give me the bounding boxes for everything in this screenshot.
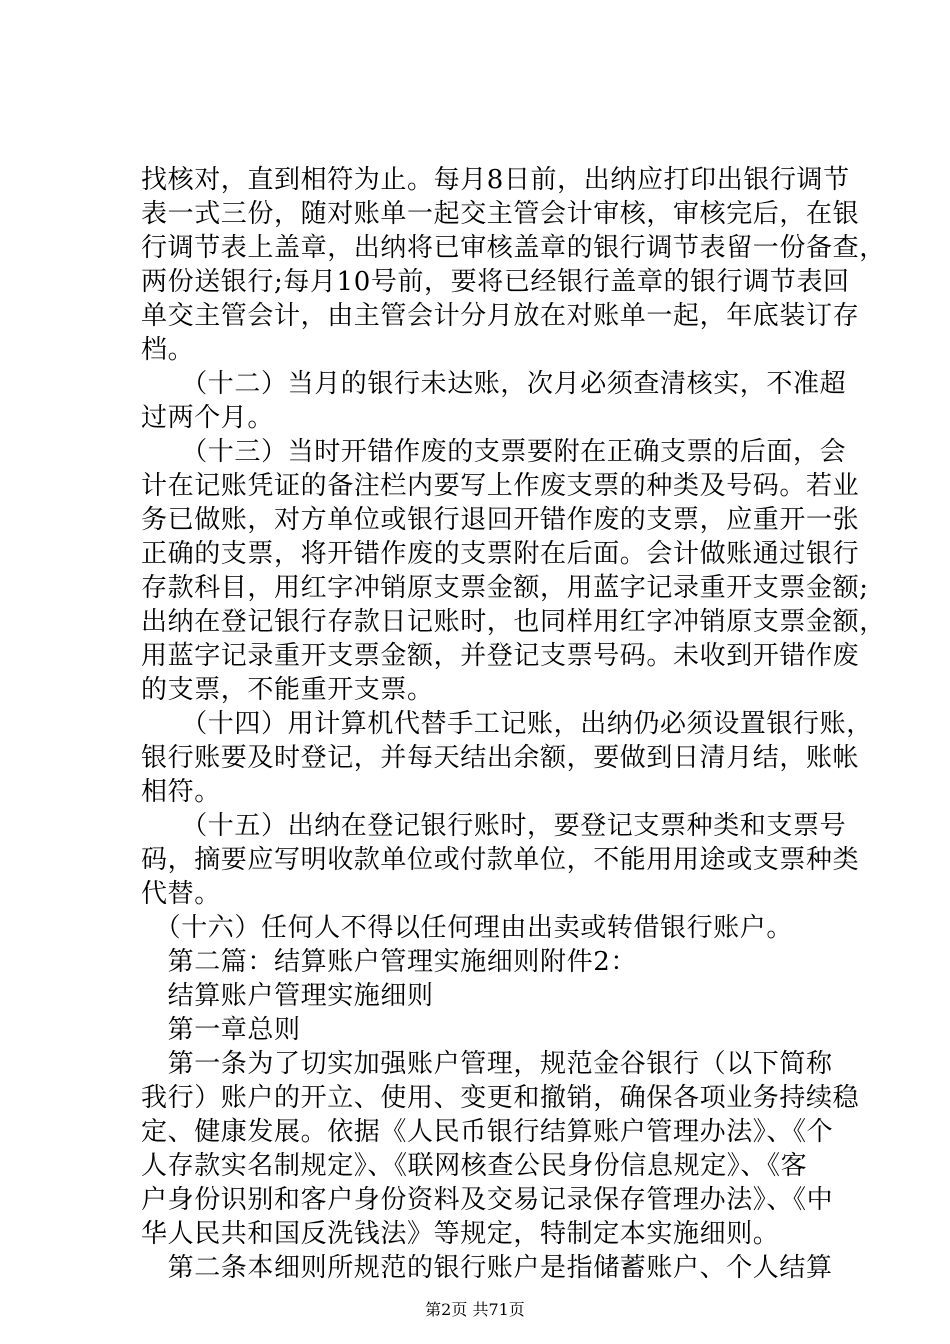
- text-line: 计在记账凭证的备注栏内要写上作废支票的种类及号码。若业: [141, 471, 860, 501]
- text-line: 的支票，不能重开支票。: [141, 675, 434, 705]
- text-line: 档。: [141, 335, 195, 365]
- text-line: （十二）当月的银行未达账，次月必须查清核实，不准超: [141, 369, 847, 399]
- text-line: 银行账要及时登记，并每天结出余额，要做到日清月结，账帐: [141, 743, 860, 773]
- text-line: 我行）账户的开立、使用、变更和撤销，确保各项业务持续稳: [141, 1083, 860, 1113]
- text-line: 代替。: [141, 879, 221, 909]
- text-line: 结算账户管理实施细则: [141, 981, 434, 1011]
- text-line: 人存款实名制规定》、《联网核查公民身份信息规定》、《客: [141, 1151, 808, 1181]
- text-line: 行调节表上盖章，出纳将已审核盖章的银行调节表留一份备查，: [141, 233, 886, 263]
- text-line: 表一式三份，随对账单一起交主管会计审核，审核完后，在银: [141, 199, 860, 229]
- text-line: （十五）出纳在登记银行账时，要登记支票种类和支票号: [141, 811, 847, 841]
- text-line: （十四）用计算机代替手工记账，出纳仍必须设置银行账，: [141, 709, 873, 739]
- text-line: 定、健康发展。依据《人民币银行结算账户管理办法》、《个: [141, 1117, 834, 1147]
- text-line: 用蓝字记录重开支票金额，并登记支票号码。未收到开错作废: [141, 641, 860, 671]
- text-line: 户身份识别和客户身份资料及交易记录保存管理办法》、《中: [141, 1185, 834, 1215]
- text-line: 第二篇：结算账户管理实施细则附件2：: [141, 947, 637, 977]
- text-line: 找核对，直到相符为止。每月8日前，出纳应打印出银行调节: [141, 165, 850, 195]
- text-line: 第一章总则: [141, 1015, 301, 1045]
- text-line: 存款科目，用红字冲销原支票金额，用蓝字记录重开支票金额;: [141, 573, 869, 603]
- text-line: 相符。: [141, 777, 221, 807]
- text-line: 出纳在登记银行存款日记账时，也同样用红字冲销原支票金额，: [141, 607, 886, 637]
- text-line: 两份送银行;每月10号前，要将已经银行盖章的银行调节表回: [141, 267, 850, 297]
- page-footer: 第2页 共71页: [425, 1300, 525, 1319]
- text-line: （十六）任何人不得以任何理由出卖或转借银行账户。: [141, 913, 794, 943]
- text-line: 务已做账，对方单位或银行退回开错作废的支票，应重开一张: [141, 505, 860, 535]
- text-line: 第一条为了切实加强账户管理，规范金谷银行（以下简称: [141, 1049, 833, 1079]
- text-line: 华人民共和国反洗钱法》等规定，特制定本实施细则。: [141, 1219, 780, 1249]
- text-line: （十三）当时开错作废的支票要附在正确支票的后面，会: [141, 437, 847, 467]
- text-line: 正确的支票，将开错作废的支票附在后面。会计做账通过银行: [141, 539, 860, 569]
- text-line: 码，摘要应写明收款单位或付款单位，不能用用途或支票种类: [141, 845, 860, 875]
- text-line: 单交主管会计，由主管会计分月放在对账单一起，年底装订存: [141, 301, 860, 331]
- text-line: 过两个月。: [141, 403, 275, 433]
- text-line: 第二条本细则所规范的银行账户是指储蓄账户、个人结算: [141, 1253, 833, 1283]
